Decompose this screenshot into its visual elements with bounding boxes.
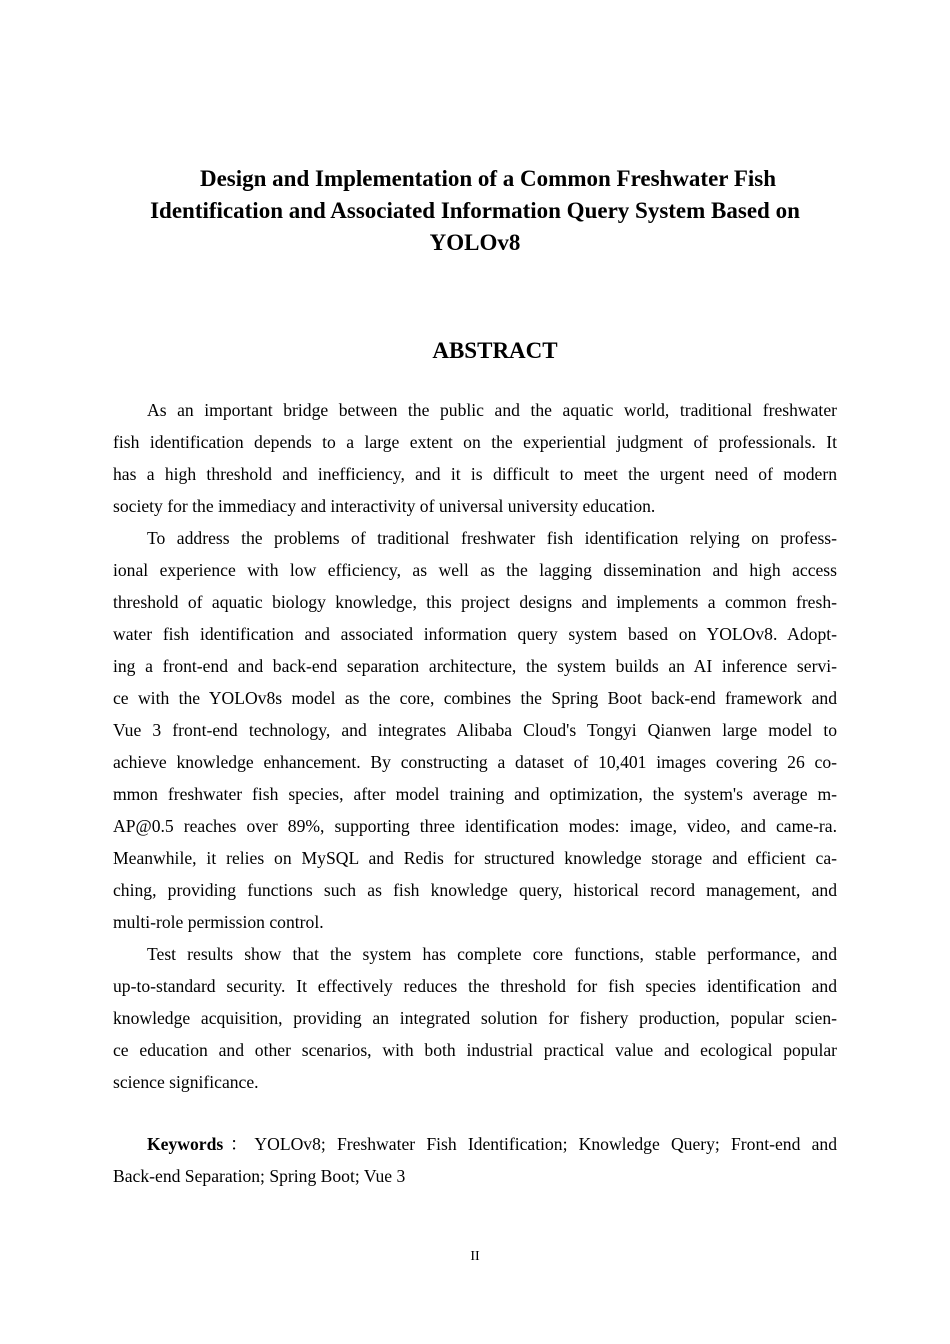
paragraph-line: ional experience with low efficiency, as well as the lagging dissemination and high access <box>113 560 837 580</box>
paragraph-line: water fish identification and associated information query system based on YOLOv8. Adopt- <box>113 624 837 644</box>
paragraph-line: To address the problems of traditional freshwater fish identification relying on profess- <box>147 528 837 548</box>
keywords-spacer <box>113 1098 837 1128</box>
paragraph-line: achieve knowledge enhancement. By constructing a dataset of 10,401 images covering 26 co- <box>113 752 837 772</box>
keywords-line-2: Back-end Separation; Spring Boot; Vue 3 <box>113 1166 406 1186</box>
keywords-label: Keywords <box>147 1134 224 1154</box>
paragraph-line: As an important bridge between the public and the aquatic world, traditional freshwater <box>147 400 837 420</box>
paragraph-line: Meanwhile, it relies on MySQL and Redis for structured knowledge storage and efficient ca- <box>113 848 837 868</box>
keywords-line-1 <box>113 1128 837 1160</box>
abstract-heading: ABSTRACT <box>432 338 558 363</box>
abstract-paragraph-1 <box>113 394 837 522</box>
paragraph-line: AP@0.5 reaches over 89%, supporting three identification modes: image, video, and came-ra. <box>113 816 837 836</box>
paragraph-line: ce education and other scenarios, with both industrial practical value and ecological popular <box>113 1040 837 1060</box>
paragraph-line: ching, providing functions such as fish knowledge query, historical record management, and <box>113 880 837 900</box>
paragraph-line: mmon freshwater fish species, after model training and optimization, the system's average m- <box>113 784 837 804</box>
paragraph-line: society for the immediacy and interactivity of universal university education. <box>113 496 656 516</box>
thesis-title <box>113 163 837 259</box>
keywords-text-1: YOLOv8; Freshwater Fish Identification; Knowledge Query; Front-end and <box>254 1134 837 1154</box>
paragraph-line: ce with the YOLOv8s model as the core, combines the Spring Boot back-end framework and <box>113 688 837 708</box>
title-line-1: Design and Implementation of a Common Freshwater Fish <box>199 166 777 191</box>
title-line-3: YOLOv8 <box>429 230 521 255</box>
paragraph-line: Vue 3 front-end technology, and integrates Alibaba Cloud's Tongyi Qianwen large model to <box>113 720 837 740</box>
paragraph-line: up-to-standard security. It effectively reduces the threshold for fish species identification and <box>113 976 837 996</box>
title-line-2: Identification and Associated Information Query System Based on <box>150 198 800 223</box>
abstract-paragraph-3 <box>113 938 837 1098</box>
keywords-block <box>113 1128 837 1192</box>
paragraph-line: threshold of aquatic biology knowledge, this project designs and implements a common fresh- <box>113 592 837 612</box>
abstract-body <box>113 394 837 1192</box>
paragraph-line: knowledge acquisition, providing an integrated solution for fishery production, popular scien- <box>113 1008 837 1028</box>
paragraph-line: has a high threshold and inefficiency, and it is difficult to meet the urgent need of modern <box>113 464 837 484</box>
paragraph-line: Test results show that the system has complete core functions, stable performance, and <box>147 944 837 964</box>
page-number: II <box>470 1249 480 1264</box>
abstract-paragraph-2 <box>113 522 837 938</box>
paragraph-line: fish identification depends to a large extent on the experiential judgment of professionals. It <box>113 432 837 452</box>
paragraph-line: science significance. <box>113 1072 259 1092</box>
keywords-separator: ： <box>223 1134 255 1154</box>
paragraph-line: multi-role permission control. <box>113 912 324 932</box>
paragraph-line: ing a front-end and back-end separation architecture, the system builds an AI inference servi- <box>113 656 837 676</box>
